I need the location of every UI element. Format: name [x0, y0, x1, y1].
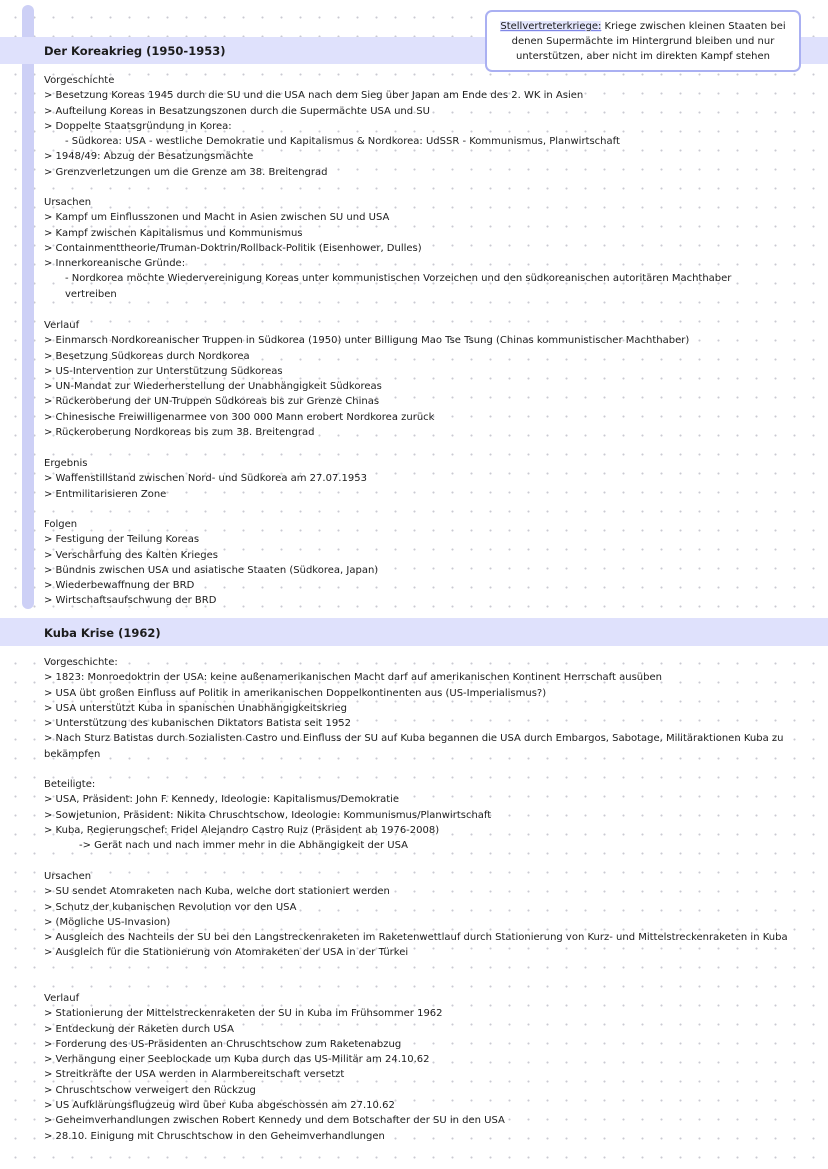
list-item: > Innerkoreanische Gründe: [44, 258, 186, 270]
list-item: > USA übt großen Einfluss auf Politik in amerikanischen Doppelkontinenten aus (US-Imperialismus?) [44, 687, 547, 699]
list-item: > Bündnis zwischen USA und asiatische Staaten (Südkorea, Japan) [44, 564, 379, 576]
korea-folgen [44, 517, 814, 609]
list-item: > US-Intervention zur Unterstützung Südkoreas [44, 365, 283, 377]
list-item: > SU sendet Atomraketen nach Kuba, welche dort stationiert werden [44, 886, 390, 898]
list-item: > US Aufklärungsflugzeug wird über Kuba abgeschossen am 27.10.62 [44, 1100, 395, 1112]
subheading: Ergebnis [44, 458, 88, 469]
subheading: Beteiligte: [44, 779, 96, 790]
subheading: Ursachen [44, 871, 92, 882]
list-item: > Verhängung einer Seeblockade um Kuba durch das US-Militär am 24.10.62 [44, 1054, 430, 1066]
subheading: Ursachen [44, 197, 92, 208]
korea-ergebnis [44, 456, 814, 502]
list-item: > Wirtschaftsaufschwung der BRD [44, 595, 217, 607]
korea-ursachen [44, 195, 814, 302]
list-item: > Festigung der Teilung Koreas [44, 534, 200, 546]
section-title: Der Koreakrieg (1950-1953) [44, 44, 226, 58]
list-item: > Verschärfung des Kalten Krieges [44, 549, 218, 561]
list-item: > Schutz der kubanischen Revolution vor den USA [44, 901, 297, 913]
subheading: Vorgeschichte: [44, 657, 118, 668]
subheading: Folgen [44, 519, 78, 530]
margin-bar [22, 5, 34, 609]
list-item: -> Gerät nach und nach immer mehr in die Abhängigkeit der USA [79, 840, 408, 852]
list-item: > Waffenstillstand zwischen Nord- und Südkorea am 27.07.1953 [44, 473, 367, 485]
list-item: > Chruschtschow verweigert den Rückzug [44, 1084, 256, 1096]
section-title: Kuba Krise (1962) [44, 626, 161, 640]
list-item: > USA unterstützt Kuba in spanischen Unabhängigkeitskrieg [44, 702, 347, 714]
list-item: > 1948/49: Abzug der Besatzungsmächte [44, 151, 254, 163]
kuba-beteiligte [44, 777, 814, 853]
definition-callout [485, 10, 801, 72]
list-item: > Rückeroberung der UN-Truppen Südkoreas bis zur Grenze Chinas [44, 396, 380, 408]
list-item: > Chinesische Freiwilligenarmee von 300 000 Mann erobert Nordkorea zurück [44, 411, 435, 423]
subheading: Verlauf [44, 320, 80, 331]
list-item: > Kampf um Einflusszonen und Macht in Asien zwischen SU und USA [44, 212, 390, 224]
subheading: Vorgeschichte [44, 75, 115, 86]
list-item: > Kampf zwischen Kapitalismus und Kommunismus [44, 227, 303, 239]
list-item: > Entdeckung der Raketen durch USA [44, 1023, 234, 1035]
list-item: > Rückeroberung Nordkoreas bis zum 38. Breitengrad [44, 427, 315, 439]
list-item: > Einmarsch Nordkoreanischer Truppen in Südkorea (1950) unter Billigung Mao Tse Tsung (Chinas kommunistischer Machthaber) [44, 335, 690, 347]
list-item: > Ausgleich für die Stationierung von Atomraketen der USA in der Türkei [44, 947, 409, 959]
list-item: > Kuba, Regierungschef: Fridel Alejandro Castro Ruiz (Präsident ab 1976-2008) [44, 824, 440, 836]
list-item: > Stationierung der Mittelstreckenraketen der SU in Kuba im Frühsommer 1962 [44, 1008, 443, 1020]
callout-text: Kriege zwischen kleinen Staaten bei denen Supermächte im Hintergrund bleiben und nur unterstützen, aber nicht im direkten Kampf stehen [511, 21, 786, 62]
kuba-verlauf [44, 991, 814, 1144]
list-item: > Grenzverletzungen um die Grenze am 38. Breitengrad [44, 166, 328, 178]
kuba-vorgeschichte [44, 655, 814, 762]
list-item: > Wiederbewaffnung der BRD [44, 580, 195, 592]
callout-term: Stellvertreterkriege: [500, 21, 602, 32]
subheading: Verlauf [44, 993, 80, 1004]
list-item: > UN-Mandat zur Wiederherstellung der Unabhängigkeit Südkoreas [44, 381, 382, 393]
list-item: > Aufteilung Koreas in Besatzungszonen durch die Supermächte USA und SU [44, 105, 430, 117]
list-item: > Entmilitarisieren Zone [44, 488, 167, 500]
list-item: - Südkorea: USA - westliche Demokratie und Kapitalismus & Nordkorea: UdSSR - Kommunismus, Planwirtschaft [65, 136, 620, 148]
list-item: > Besetzung Südkoreas durch Nordkorea [44, 350, 250, 362]
list-item: > USA, Präsident: John F. Kennedy, Ideologie: Kapitalismus/Demokratie [44, 794, 400, 806]
list-item: > 1823: Monroedoktrin der USA: keine außenamerikanischen Macht darf auf amerikanischen Kontinent Herrschaft ausüben [44, 672, 662, 684]
list-item: > 28.10. Einigung mit Chruschtschow in den Geheimverhandlungen [44, 1130, 385, 1142]
kuba-ursachen [44, 869, 814, 961]
list-item: - Nordkorea möchte Wiedervereinigung Koreas unter kommunistischen Vorzeichen und den südkoreanischen autoritären Machthaber vertreiben [65, 273, 732, 300]
korea-verlauf [44, 318, 814, 440]
list-item: > Unterstützung des kubanischen Diktators Batista seit 1952 [44, 718, 351, 730]
korea-vorgeschichte [44, 73, 814, 180]
list-item: > (Mögliche US-Invasion) [44, 916, 171, 928]
section-header-kuba [0, 618, 828, 646]
list-item: > Doppelte Staatsgründung in Korea: [44, 120, 232, 132]
list-item: > Nach Sturz Batistas durch Sozialisten Castro und Einfluss der SU auf Kuba begannen die USA durch Embargos, Sabotage, Militäraktionen Kuba zu bekämpfen [44, 733, 784, 760]
list-item: > Geheimverhandlungen zwischen Robert Kennedy und dem Botschafter der SU in den USA [44, 1115, 505, 1127]
list-item: > Sowjetunion, Präsident: Nikita Chruschtschow, Ideologie: Kommunismus/Planwirtschaft [44, 809, 492, 821]
list-item: > Forderung des US-Präsidenten an Chruschtschow zum Raketenabzug [44, 1038, 402, 1050]
list-item: > Besetzung Koreas 1945 durch die SU und die USA nach dem Sieg über Japan am Ende des 2. WK in Asien [44, 90, 584, 102]
list-item: > Ausgleich des Nachteils der SU bei den Langstreckenraketen im Raketenwettlauf durch Stationierung von Kurz- und Mittelstreckenraketen in Kuba [44, 932, 788, 944]
list-item: > Containmenttheorie/Truman-Doktrin/Rollback-Politik (Eisenhower, Dulles) [44, 242, 422, 254]
list-item: > Streitkräfte der USA werden in Alarmbereitschaft versetzt [44, 1069, 345, 1081]
